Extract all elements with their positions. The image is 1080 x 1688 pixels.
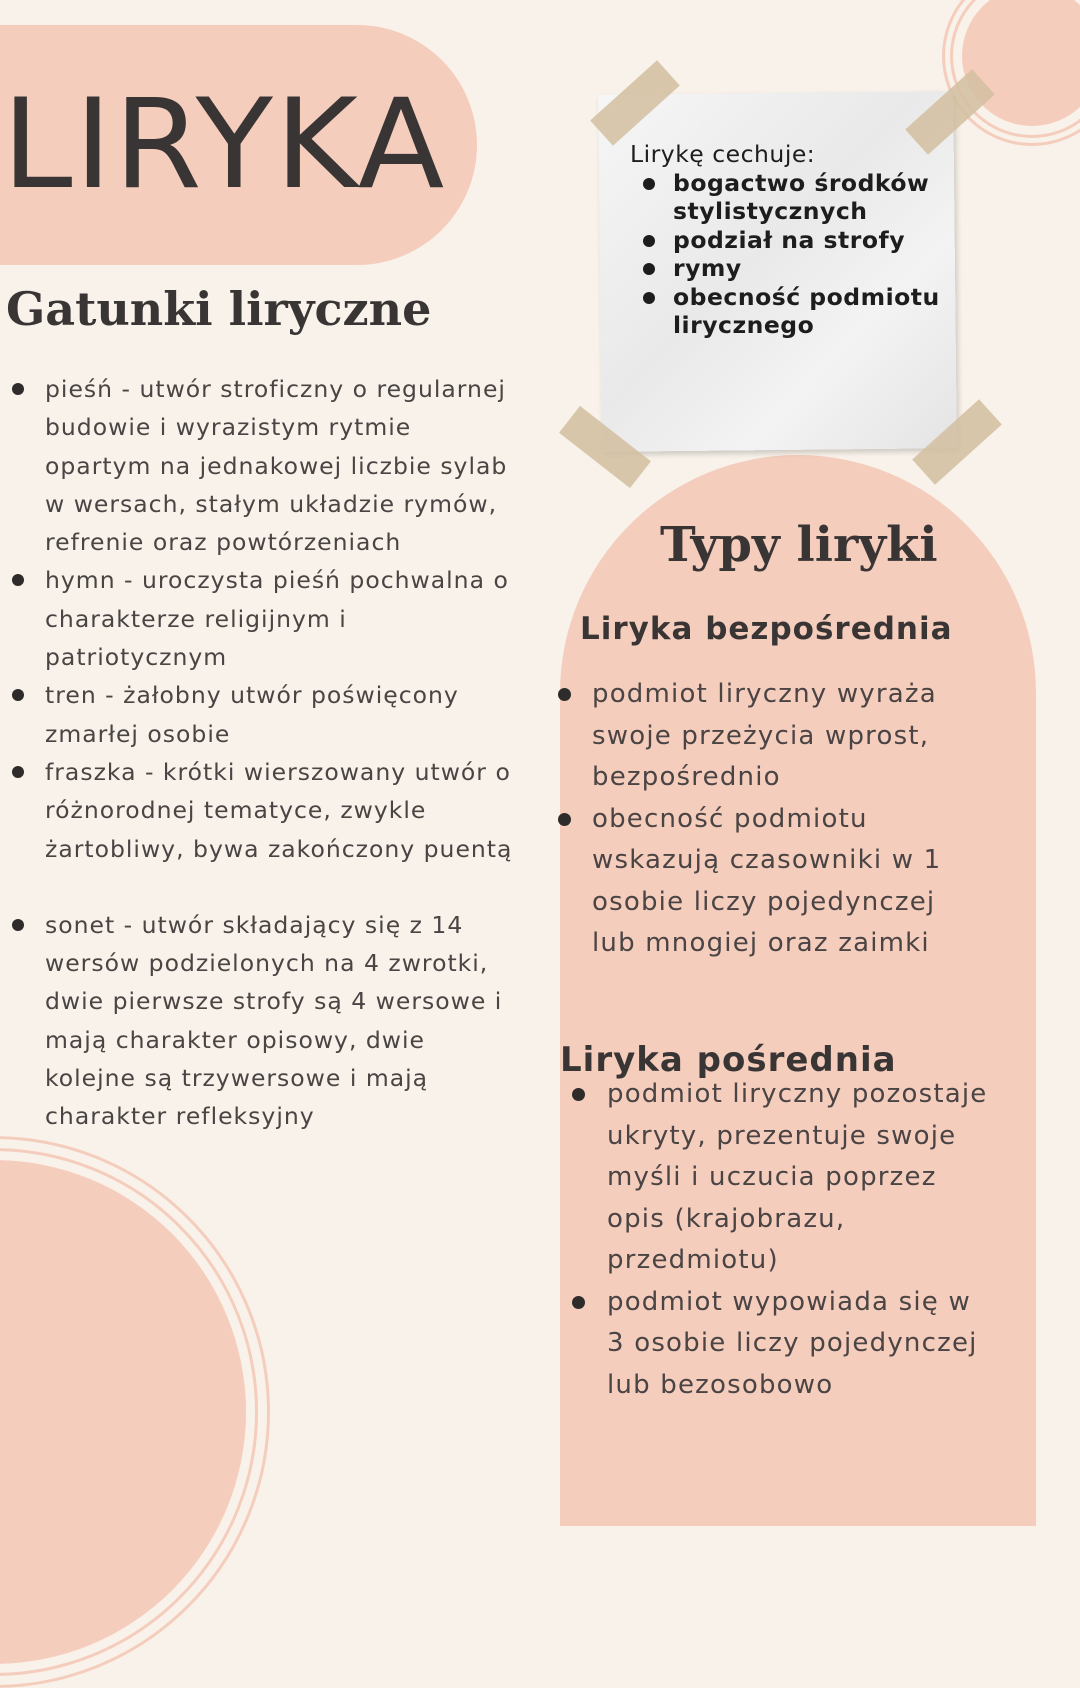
list-item: pieśń - utwór stroficzny o regularnej budowie i wyrazistym rytmie opartym na jednakowej liczbie sylab w wersach, stałym układzie rymów, refrenie oraz powtórzeniach (10, 370, 520, 561)
list-item: podmiot liryczny pozostaje ukryty, prezentuje swoje myśli i uczucia poprzez opis (krajobrazu, przedmiotu) (570, 1074, 990, 1282)
features-list (630, 169, 950, 340)
list-item: sonet - utwór składający się z 14 wersów podzielonych na 4 zwrotki, dwie pierwsze strofy są 4 wersowe i mają charakter opisowy, dwie kolejne są trzywersowe i mają charakter refleksyjny (10, 906, 520, 1136)
direct-lyric-heading: Liryka bezpośrednia (580, 611, 953, 647)
features-note (630, 140, 950, 340)
indirect-lyric-list (570, 1074, 990, 1406)
list-item: fraszka - krótki wierszowany utwór o różnorodnej tematyce, zwykle żartobliwy, bywa zakończony puentą (10, 753, 520, 868)
genres-heading: Gatunki liryczne (6, 282, 432, 336)
indirect-lyric-heading: Liryka pośrednia (560, 1040, 897, 1080)
list-item: podmiot liryczny wyraża swoje przeżycia wprost, bezpośrednio (556, 674, 976, 799)
direct-lyric-list (556, 674, 976, 965)
page-title: LIRYKA (2, 73, 447, 217)
types-heading: Typy liryki (660, 517, 938, 573)
decorative-circle (0, 1160, 246, 1664)
list-item: bogactwo środków stylistycznych (630, 169, 950, 226)
note-heading: Lirykę cechuje: (630, 140, 816, 168)
list-item: hymn - uroczysta pieśń pochwalna o charakterze religijnym i patriotycznym (10, 561, 520, 676)
list-item: rymy (630, 254, 950, 283)
list-item: tren - żałobny utwór poświęcony zmarłej osobie (10, 676, 520, 753)
list-item: podmiot wypowiada się w 3 osobie liczy pojedynczej lub bezosobowo (570, 1282, 990, 1407)
genres-list (10, 370, 520, 1136)
list-item: podział na strofy (630, 226, 950, 255)
list-item: obecność podmiotu lirycznego (630, 283, 950, 340)
list-item: obecność podmiotu wskazują czasowniki w 1 osobie liczy pojedynczej lub mnogiej oraz zaimki (556, 799, 976, 965)
